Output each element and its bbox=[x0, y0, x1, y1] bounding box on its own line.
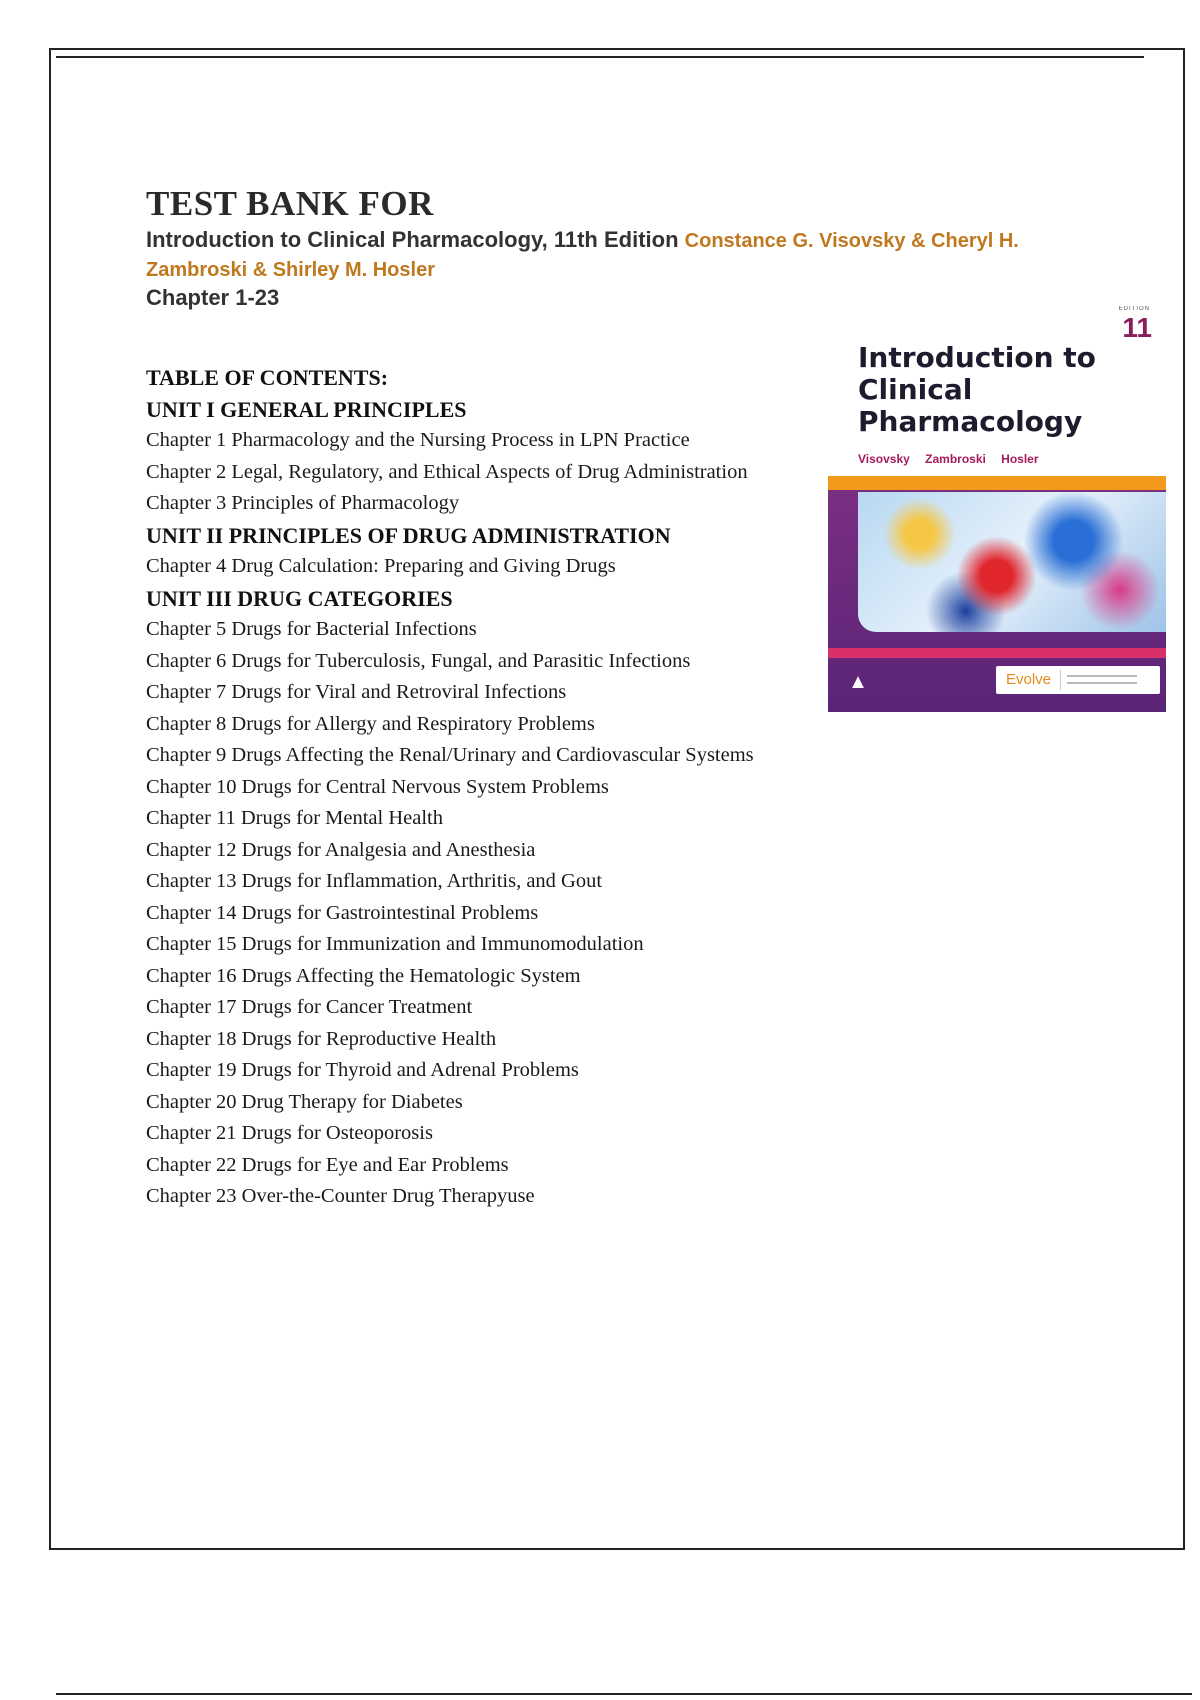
book-title: Introduction to Clinical Pharmacology, 11th Edition bbox=[146, 227, 679, 252]
table-of-contents bbox=[146, 362, 826, 1213]
cover-authors: Visovsky Zambroski Hosler bbox=[858, 452, 1039, 466]
cover-stripe bbox=[828, 648, 1166, 658]
chapter-item: Chapter 12 Drugs for Analgesia and Anesthesia bbox=[146, 838, 536, 861]
chapter-item: Chapter 18 Drugs for Reproductive Health bbox=[146, 1027, 497, 1050]
chapter-item: Chapter 8 Drugs for Allergy and Respiratory Problems bbox=[146, 712, 595, 735]
bottom-rule bbox=[56, 1693, 1192, 1695]
chapter-item: Chapter 6 Drugs for Tuberculosis, Fungal, and Parasitic Infections bbox=[146, 649, 691, 672]
top-rule bbox=[56, 56, 1144, 58]
chapter-item: Chapter 4 Drug Calculation: Preparing and Giving Drugs bbox=[146, 555, 616, 577]
chapter-item: Chapter 5 Drugs for Bacterial Infections bbox=[146, 618, 477, 640]
chapter-item: Chapter 9 Drugs Affecting the Renal/Urinary and Cardiovascular Systems bbox=[146, 744, 754, 766]
chapter-item: Chapter 13 Drugs for Inflammation, Arthritis, and Gout bbox=[146, 870, 603, 892]
cover-title: Introduction to Clinical Pharmacology bbox=[858, 341, 1096, 438]
chapter-item: Chapter 2 Legal, Regulatory, and Ethical Aspects of Drug Administration bbox=[146, 460, 748, 483]
cover-artwork-image bbox=[858, 492, 1166, 632]
cover-evolve-badge bbox=[996, 666, 1160, 694]
chapter-item: Chapter 14 Drugs for Gastrointestinal Problems bbox=[146, 901, 539, 924]
evolve-subtext bbox=[1060, 670, 1151, 690]
chapter-item: Chapter 23 Over-the-Counter Drug Therapyuse bbox=[146, 1185, 535, 1207]
chapter-item: Chapter 20 Drug Therapy for Diabetes bbox=[146, 1090, 463, 1113]
chapter-item: Chapter 11 Drugs for Mental Health bbox=[146, 807, 443, 829]
cover-edition-label: EDITION bbox=[1118, 306, 1150, 312]
evolve-label: Evolve bbox=[1006, 671, 1052, 688]
chapter-item: Chapter 15 Drugs for Immunization and Immunomodulation bbox=[146, 933, 644, 955]
chapter-item: Chapter 7 Drugs for Viral and Retroviral Infections bbox=[146, 681, 567, 703]
book-cover bbox=[828, 306, 1166, 712]
chapter-item: Chapter 16 Drugs Affecting the Hematologic System bbox=[146, 964, 581, 987]
elsevier-tree-icon: ▲ bbox=[848, 671, 868, 693]
chapter-item: Chapter 3 Principles of Pharmacology bbox=[146, 492, 460, 514]
unit-heading: UNIT I GENERAL PRINCIPLES bbox=[146, 396, 467, 422]
chapter-item: Chapter 21 Drugs for Osteoporosis bbox=[146, 1122, 433, 1144]
toc-title: TABLE OF CONTENTS: bbox=[146, 365, 389, 390]
title-block bbox=[146, 184, 1106, 312]
chapter-range: Chapter 1-23 bbox=[146, 285, 280, 310]
chapter-item: Chapter 1 Pharmacology and the Nursing Process in LPN Practice bbox=[146, 429, 690, 451]
chapter-item: Chapter 10 Drugs for Central Nervous System Problems bbox=[146, 775, 609, 798]
chapter-item: Chapter 17 Drugs for Cancer Treatment bbox=[146, 996, 473, 1018]
book-subtitle bbox=[146, 226, 1106, 284]
test-bank-heading: TEST BANK FOR bbox=[146, 184, 434, 223]
unit-heading: UNIT II PRINCIPLES OF DRUG ADMINISTRATION bbox=[146, 522, 671, 548]
cover-edition-number: 11 bbox=[1122, 312, 1152, 343]
unit-heading: UNIT III DRUG CATEGORIES bbox=[146, 585, 453, 611]
book-authors: Constance G. Visovsky & Cheryl H. Zambroski & Shirley M. Hosler bbox=[146, 230, 1019, 281]
chapter-item: Chapter 19 Drugs for Thyroid and Adrenal Problems bbox=[146, 1059, 579, 1081]
chapter-item: Chapter 22 Drugs for Eye and Ear Problems bbox=[146, 1153, 509, 1176]
